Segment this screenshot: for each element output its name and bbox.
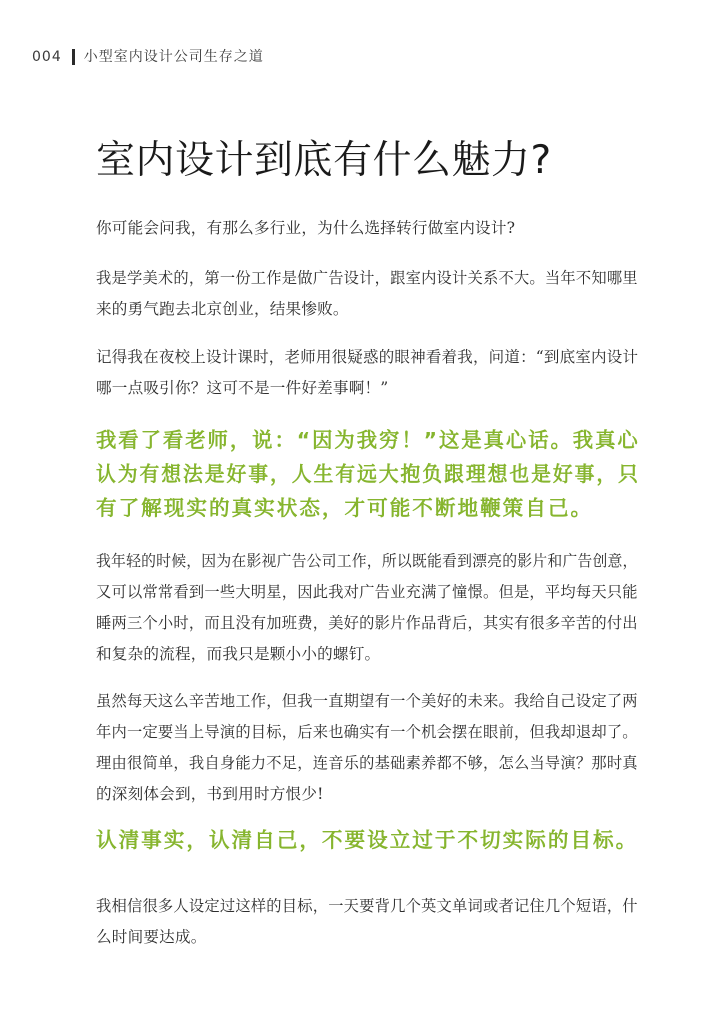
paragraph-2 (96, 263, 638, 325)
text-line: 睡两三个小时，而且没有加班费，美好的影片作品背后，其实有很多辛苦的付出 (96, 614, 638, 632)
chapter-title: 室内设计到底有什么魅力? (96, 138, 552, 183)
pull-quote-2 (96, 823, 640, 857)
page-number: 004 (32, 49, 62, 65)
quote-line: 认为有想法是好事，人生有远大抱负跟理想也是好事，只 (96, 462, 640, 486)
quote-line: 认清事实，认清自己，不要设立过于不切实际的目标。 (96, 828, 639, 852)
pull-quote-1 (96, 423, 640, 525)
paragraph-6 (96, 891, 638, 953)
header-separator (72, 49, 75, 65)
text-line: 年内一定要当上导演的目标，后来也确实有一个机会摆在眼前，但我却退却了。 (96, 723, 638, 741)
paragraph-5 (96, 686, 638, 810)
text-line: 的深刻体会到，书到用时方恨少! (96, 785, 324, 803)
quote-line: 我看了看老师，说：“因为我穷！”这是真心话。我真心 (96, 428, 640, 452)
text-line: 又可以常常看到一些大明星，因此我对广告业充满了憧憬。但是，平均每天只能 (96, 583, 638, 601)
running-header (32, 47, 264, 67)
text-line: 来的勇气跑去北京创业，结果惨败。 (96, 300, 349, 318)
book-title: 小型室内设计公司生存之道 (83, 49, 264, 65)
text-line: 和复杂的流程，而我只是颗小小的螺钉。 (96, 645, 381, 663)
quote-line: 有了解现实的真实状态，才可能不断地鞭策自己。 (96, 496, 594, 520)
text-line: 我相信很多人设定过这样的目标，一天要背几个英文单词或者记住几个短语，什 (96, 897, 638, 915)
paragraph-3 (96, 342, 638, 404)
text-line: 哪一点吸引你？这可不是一件好差事啊！” (96, 379, 389, 397)
paragraph-1 (96, 213, 638, 244)
text-line: 理由很简单，我自身能力不足，连音乐的基础素养都不够，怎么当导演？那时真 (96, 754, 638, 772)
text-line: 记得我在夜校上设计课时，老师用很疑惑的眼神看着我，问道：“到底室内设计 (96, 348, 639, 366)
text-line: 你可能会问我，有那么多行业，为什么选择转行做室内设计? (96, 219, 516, 237)
text-line: 我年轻的时候，因为在影视广告公司工作，所以既能看到漂亮的影片和广告创意， (96, 552, 638, 570)
text-line: 么时间要达成。 (96, 928, 207, 946)
paragraph-4 (96, 546, 638, 670)
text-line: 我是学美术的，第一份工作是做广告设计，跟室内设计关系不大。当年不知哪里 (96, 269, 638, 287)
text-line: 虽然每天这么辛苦地工作，但我一直期望有一个美好的未来。我给自己设定了两 (96, 692, 638, 710)
